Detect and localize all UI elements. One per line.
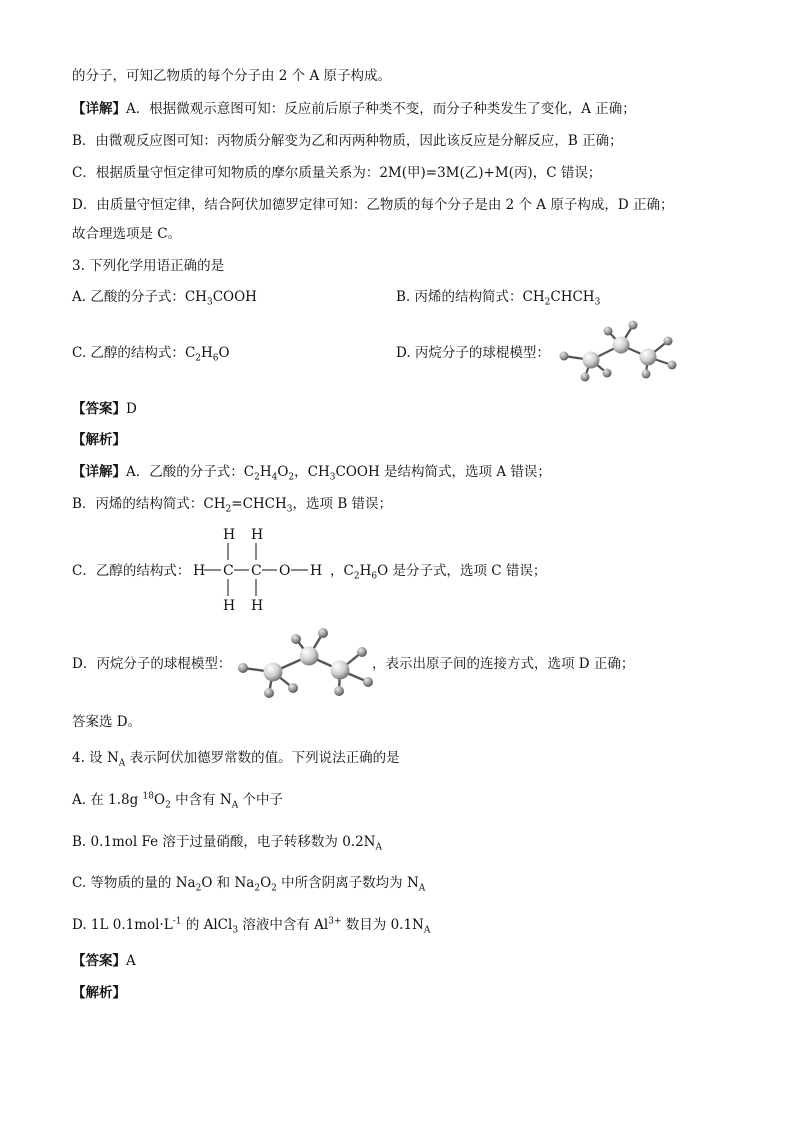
text-span: O 和 Na <box>201 875 255 891</box>
formula-sub: A <box>375 842 382 853</box>
formula-sup: -1 <box>172 916 182 927</box>
text-line: C．根据质量守恒定律可知物质的摩尔质量关系为：2M(甲)=3M(乙)+M(丙)，C 错误； <box>72 165 602 181</box>
text-span: A. 在 1.8g <box>72 792 143 808</box>
option-label: C. 乙醇的结构式： <box>72 345 185 361</box>
answer-value: D <box>126 401 137 417</box>
atom-h: H <box>223 527 236 543</box>
atom-c: C <box>223 563 234 579</box>
detail-tag: 【详解】 <box>72 101 126 117</box>
atom-h: H <box>223 598 236 614</box>
explanation-line <box>330 561 546 581</box>
text-span: C. 等物质的量的 Na <box>72 875 196 891</box>
text-span: A．根据微观示意图可知：反应前后原子种类不变，而分子种类发生了变化，A 正确； <box>126 101 636 117</box>
explanation-line <box>72 654 231 674</box>
formula-sub: 4 <box>271 472 278 483</box>
formula-sub: 3 <box>594 297 601 308</box>
atom-c: C <box>251 563 262 579</box>
text-span: 中含有 N <box>170 792 232 808</box>
text-span: D．丙烷分子的球棍模型： <box>72 656 232 672</box>
propane-ball-stick-model-icon <box>236 626 376 702</box>
q4-option-d <box>72 915 430 935</box>
formula-sub: 2 <box>544 297 551 308</box>
formula-sub: 2 <box>288 472 295 483</box>
option-label: D. 丙烷分子的球棍模型： <box>396 345 550 361</box>
q4-option-b <box>72 832 382 852</box>
text-span: COOH 是结构简式，选项 A 错误； <box>335 464 551 480</box>
text-line: 故合理选项是 C。 <box>72 226 182 242</box>
q3-option-a <box>72 287 257 307</box>
detail-tag: 【详解】 <box>72 464 126 480</box>
text-span: H <box>359 563 372 579</box>
q3-option-c <box>72 343 230 363</box>
text-span: ，选项 B 错误； <box>292 496 393 512</box>
text-span: 数目为 0.1N <box>341 917 424 933</box>
q4-option-c <box>72 873 425 893</box>
formula-part: CH <box>522 289 545 305</box>
text-line: D．由质量守恒定律，结合阿伏加德罗定律可知：乙物质的每个分子是由 2 个 A 原子构成，D 正确； <box>72 197 674 213</box>
formula-sub: 2 <box>271 883 277 894</box>
text-span: =CHCH <box>231 496 287 512</box>
formula-sub: 3 <box>232 925 239 936</box>
option-label: B. 丙烯的结构简式： <box>396 289 523 305</box>
formula-sub: 3 <box>206 297 213 308</box>
explanation-line <box>72 561 190 581</box>
analysis-tag: 【解析】 <box>72 985 126 1001</box>
answer-label: 【答案】 <box>72 953 126 969</box>
formula-part: CHCH <box>550 289 595 305</box>
formula-part: H <box>201 345 213 361</box>
q4-option-a <box>72 790 283 810</box>
text-line: B．由微观反应图可知：丙物质分解变为乙和丙两种物质，因此该反应是分解反应，B 正确； <box>72 133 623 149</box>
text-span: O <box>277 464 289 480</box>
atom-h: H <box>251 598 264 614</box>
answer-label: 【答案】 <box>72 401 126 417</box>
formula-sub: 3 <box>329 472 336 483</box>
formula-part: COOH <box>212 289 257 305</box>
explanation-line <box>72 494 392 514</box>
formula-sub: 2 <box>254 883 261 894</box>
formula-sub: 2 <box>353 571 360 582</box>
text-line: 的分子，可知乙物质的每个分子由 2 个 A 原子构成。 <box>72 68 392 84</box>
formula-sub: 6 <box>212 353 219 364</box>
text-span: 的 AlCl <box>181 917 233 933</box>
question-4-stem <box>72 748 400 768</box>
text-span: C．乙醇的结构式： <box>72 563 191 579</box>
text-span: O 是分子式，选项 C 错误； <box>377 563 547 579</box>
text-span: ，C <box>330 563 354 579</box>
q3-option-b <box>396 287 600 307</box>
text-span: D. 1L 0.1mol·L <box>72 917 173 933</box>
formula-sup: 3+ <box>328 916 342 927</box>
text-span: ，CH <box>294 464 330 480</box>
formula-sub: 3 <box>286 504 293 515</box>
formula-sub: 2 <box>195 353 202 364</box>
formula-sub: A <box>118 758 126 769</box>
answer-tag <box>72 951 136 971</box>
atom-h: H <box>251 527 264 543</box>
answer-tag <box>72 399 137 419</box>
formula-sup: 18 <box>142 791 154 802</box>
text-line <box>72 99 636 119</box>
formula-part: C <box>184 345 196 361</box>
q3-option-d <box>396 343 550 363</box>
question-3-stem: 3. 下列化学用语正确的是 <box>72 258 225 274</box>
formula-sub: A <box>418 883 426 894</box>
text-span: O <box>260 875 272 891</box>
propane-ball-stick-model-icon <box>556 320 686 384</box>
text-span: B．丙烯的结构简式：CH <box>72 496 226 512</box>
text-span: 表示阿伏加德罗常数的值。下列说法正确的是 <box>125 750 400 766</box>
formula-part: CH <box>184 289 207 305</box>
text-span: H <box>259 464 272 480</box>
atom-h: H <box>193 563 206 579</box>
explanation-line <box>72 462 551 482</box>
conclusion-line: 答案选 D。 <box>72 714 142 730</box>
text-span: ，表示出原子间的连接方式，选项 D 正确； <box>372 656 635 672</box>
option-label: A. 乙酸的分子式： <box>72 289 185 305</box>
text-span: O <box>153 792 166 808</box>
text-span: B. 0.1mol Fe 溶于过量硝酸，电子转移数为 0.2N <box>72 834 376 850</box>
text-span: 个中子 <box>238 792 283 808</box>
formula-sub: 2 <box>225 504 232 515</box>
atom-o: O <box>279 563 291 579</box>
ethanol-structural-formula <box>190 524 330 616</box>
text-span: 中所含阴离子数均为 N <box>276 875 419 891</box>
text-span: A．乙酸的分子式：C <box>126 464 255 480</box>
formula-sub: 2 <box>165 800 171 811</box>
explanation-line <box>372 654 634 674</box>
atom-h: H <box>310 563 323 579</box>
formula-part: O <box>218 345 230 361</box>
formula-sub: 2 <box>254 472 260 483</box>
formula-sub: 2 <box>195 883 202 894</box>
answer-value: A <box>126 953 136 969</box>
formula-sub: A <box>423 925 431 936</box>
analysis-tag: 【解析】 <box>72 432 126 448</box>
formula-sub: A <box>231 800 239 811</box>
text-span: 4. 设 N <box>72 750 119 766</box>
formula-sub: 6 <box>371 571 378 582</box>
text-span: 溶液中含有 Al <box>238 917 329 933</box>
